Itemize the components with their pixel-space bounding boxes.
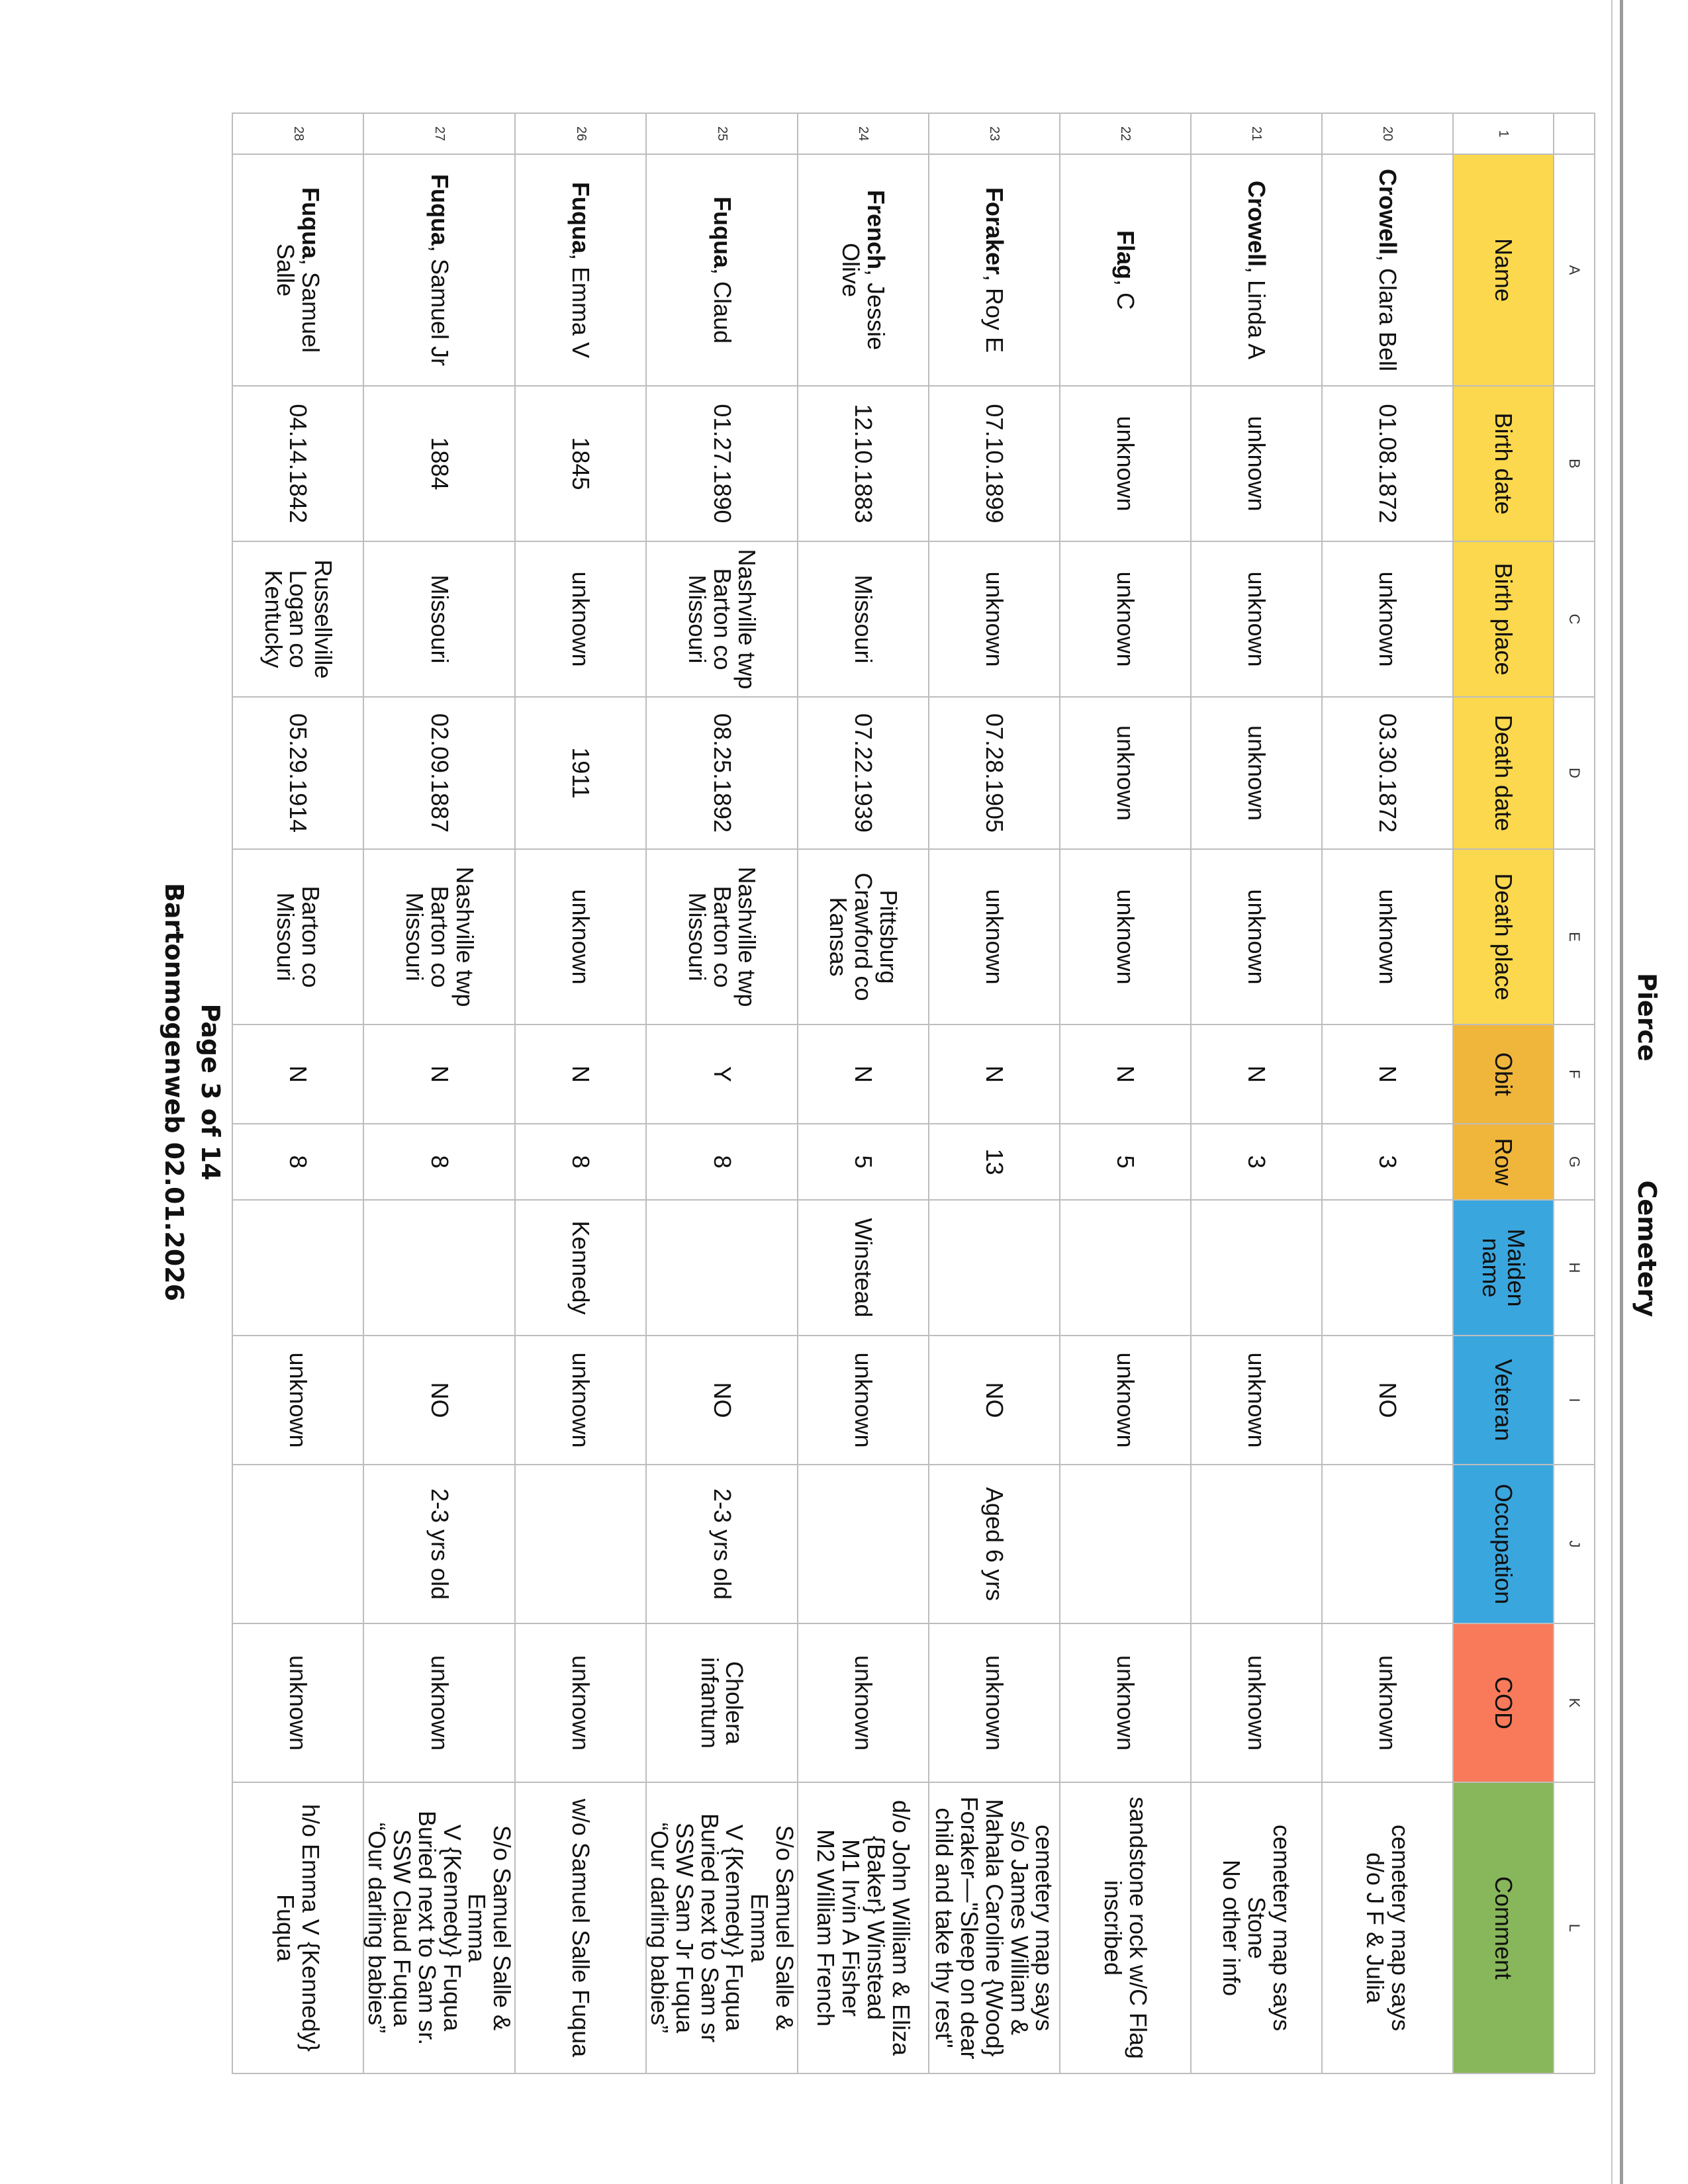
obit-cell: N [798,1024,929,1124]
row-number: 23 [929,113,1060,154]
obit-cell: N [515,1024,646,1124]
column-letter: B [1554,386,1595,541]
birth-date-cell: 1884 [363,386,515,541]
death-place-cell: unknown [1322,849,1453,1024]
name-cell [1191,154,1322,386]
row-number: 1 [1453,113,1554,154]
name-cell [363,154,515,386]
table-row [232,113,363,2073]
surname: Fuqua [426,173,453,246]
column-header: Veteran [1453,1336,1554,1465]
column-letter: F [1554,1024,1595,1124]
column-letter: K [1554,1623,1595,1782]
given-names: , Samuel Jr [426,245,453,367]
cod-cell: unknown [798,1623,929,1782]
row-cell: 8 [363,1124,515,1200]
column-header: Comment [1453,1782,1554,2073]
cod-cell: unknown [929,1623,1060,1782]
table-row [1060,113,1191,2073]
occupation-cell [1060,1465,1191,1623]
maiden-name-cell: Kennedy [515,1200,646,1336]
cod-cell: unknown [1322,1623,1453,1782]
birth-place-cell: Missouri [798,541,929,697]
name-cell [929,154,1060,386]
veteran-cell: NO [646,1336,798,1465]
birth-date-cell: 01.27.1890 [646,386,798,541]
row-number: 22 [1060,113,1191,154]
row-cell: 3 [1191,1124,1322,1200]
death-place-cell: unknown [1060,849,1191,1024]
surname: Fuqua [567,181,595,253]
death-place-cell: unknown [929,849,1060,1024]
maiden-name-cell [646,1200,798,1336]
column-header: COD [1453,1623,1554,1782]
death-date-cell: unknown [1191,697,1322,849]
column-header: Name [1453,154,1554,386]
maiden-name-cell [363,1200,515,1336]
given-names: , Emma V [567,253,595,358]
surname: Flag [1111,230,1139,279]
column-header: Occupation [1453,1465,1554,1623]
row-number: 26 [515,113,646,154]
cod-cell: unknown [1191,1623,1322,1782]
column-letter: H [1554,1200,1595,1336]
name-cell [1322,154,1453,386]
death-place-cell: Pittsburg Crawford co Kansas [798,849,929,1024]
birth-date-cell: 01.08.1872 [1322,386,1453,541]
table-row [363,113,515,2073]
occupation-cell [232,1465,363,1623]
column-letter: I [1554,1336,1595,1465]
row-number: 20 [1322,113,1453,154]
birth-place-cell: unknown [1322,541,1453,697]
given-names: , Roy E [980,275,1008,353]
row-cell: 5 [798,1124,929,1200]
comment-cell: cemetery map says s/o James William & Mahala Caroline {Wood} Foraker—"Sleep on dear child and take thy rest" [929,1782,1060,2073]
site-and-date: Bartonmogenweb 02.01.2026 [160,882,189,1302]
birth-date-cell: unknown [1060,386,1191,541]
obit-cell: N [363,1024,515,1124]
surname: Fuqua [708,196,736,268]
column-letter: G [1554,1124,1595,1200]
maiden-name-cell: Winstead [798,1200,929,1336]
column-letter-row [1554,113,1595,2073]
death-date-cell: 08.25.1892 [646,697,798,849]
surname: Foraker [980,187,1008,275]
maiden-name-cell [1191,1200,1322,1336]
birth-date-cell: 07.10.1899 [929,386,1060,541]
death-date-cell: 05.29.1914 [232,697,363,849]
table-row [798,113,929,2073]
column-header: Death place [1453,849,1554,1024]
cod-cell: unknown [515,1623,646,1782]
column-header: Birth place [1453,541,1554,697]
comment-cell: S/o Samuel Salle & Emma V {Kennedy} Fuqua Buried next to Sam sr. SSW Claud Fuqua “Our darling babies” [363,1782,515,2073]
given-names: , C [1111,279,1139,310]
row-cell: 3 [1322,1124,1453,1200]
occupation-cell [798,1465,929,1623]
birth-date-cell: 04.14.1842 [232,386,363,541]
birth-place-cell: unknown [929,541,1060,697]
table-row [515,113,646,2073]
birth-place-cell: unknown [1060,541,1191,697]
death-date-cell: 02.09.1887 [363,697,515,849]
death-date-cell: 07.28.1905 [929,697,1060,849]
death-place-cell: Nashville twp Barton co Missouri [363,849,515,1024]
column-letter: A [1554,154,1595,386]
comment-cell: S/o Samuel Salle & Emma V {Kennedy} Fuqua Buried next to Sam sr SSW Sam Jr Fuqua “Our darling babies” [646,1782,798,2073]
row-number: 21 [1191,113,1322,154]
occupation-cell: Aged 6 yrs [929,1465,1060,1623]
occupation-cell [515,1465,646,1623]
veteran-cell: unknown [798,1336,929,1465]
veteran-cell: NO [363,1336,515,1465]
scan-line-artifact [1620,0,1623,2184]
death-date-cell: unknown [1060,697,1191,849]
veteran-cell: unknown [232,1336,363,1465]
veteran-cell: unknown [1191,1336,1322,1465]
veteran-cell: unknown [515,1336,646,1465]
obit-cell: Y [646,1024,798,1124]
obit-cell: N [232,1024,363,1124]
obit-cell: N [1060,1024,1191,1124]
surname: French [862,189,890,269]
name-cell [232,154,363,386]
row-number: 28 [232,113,363,154]
obit-cell: N [1191,1024,1322,1124]
cod-cell: unknown [1060,1623,1191,1782]
maiden-name-cell [232,1200,363,1336]
table-row [929,113,1060,2073]
scan-line-artifact [1611,0,1613,2184]
birth-place-cell: Missouri [363,541,515,697]
row-cell: 8 [232,1124,363,1200]
cod-cell: Cholera infantum [646,1623,798,1782]
given-names: , Claud [708,267,736,344]
given-names: , Samuel Salle [272,243,325,353]
table-body [232,113,1453,2073]
death-place-cell: Barton co Missouri [232,849,363,1024]
column-header: Maiden name [1453,1200,1554,1336]
row-cell: 8 [515,1124,646,1200]
column-letter: E [1554,849,1595,1024]
name-cell [1060,154,1191,386]
death-place-cell: Nashville twp Barton co Missouri [646,849,798,1024]
comment-cell: cemetery map says d/o J F & Julia [1322,1782,1453,2073]
column-header: Birth date [1453,386,1554,541]
name-cell [646,154,798,386]
obit-cell: N [929,1024,1060,1124]
surname: Crowell [1374,168,1401,255]
given-names: , Linda A [1243,266,1270,360]
obit-cell: N [1322,1024,1453,1124]
given-names: , Jessie Olive [837,242,890,351]
comment-cell: cemetery map says Stone No other info [1191,1782,1322,2073]
maiden-name-cell [1322,1200,1453,1336]
name-cell [798,154,929,386]
death-place-cell: unknown [1191,849,1322,1024]
occupation-cell [1322,1465,1453,1623]
maiden-name-cell [929,1200,1060,1336]
birth-place-cell: Russellville Logan co Kentucky [232,541,363,697]
birth-date-cell: 12.10.1883 [798,386,929,541]
veteran-cell: NO [929,1336,1060,1465]
death-date-cell: 07.22.1939 [798,697,929,849]
veteran-cell: NO [1322,1336,1453,1465]
title-word-pierce: Pierce [1632,973,1662,1062]
burial-records-table [232,113,1595,2074]
cod-cell: unknown [363,1623,515,1782]
comment-cell: d/o John William & Eliza {Baker} Winstead M1 Irvin A Fisher M2 William French [798,1782,929,2073]
cod-cell: unknown [232,1623,363,1782]
column-letter: J [1554,1465,1595,1623]
column-letter: L [1554,1782,1595,2073]
death-date-cell: 03.30.1872 [1322,697,1453,849]
header-row [1453,113,1554,2073]
row-cell: 13 [929,1124,1060,1200]
row-cell: 8 [646,1124,798,1200]
row-number: 25 [646,113,798,154]
page-number: Page 3 of 14 [196,1003,225,1181]
maiden-name-cell [1060,1200,1191,1336]
table-row [646,113,798,2073]
birth-place-cell: unknown [515,541,646,697]
death-date-cell: 1911 [515,697,646,849]
comment-cell: sandstone rock w/C Flag inscribed [1060,1782,1191,2073]
table-row [1191,113,1322,2073]
table-row [1322,113,1453,2073]
row-number: 24 [798,113,929,154]
column-letter: C [1554,541,1595,697]
birth-place-cell: Nashville twp Barton co Missouri [646,541,798,697]
row-cell: 5 [1060,1124,1191,1200]
title-word-cemetery: Cemetery [1632,1180,1662,1317]
column-letter: D [1554,697,1595,849]
birth-date-cell: 1845 [515,386,646,541]
column-header: Death date [1453,697,1554,849]
comment-cell: w/o Samuel Salle Fuqua [515,1782,646,2073]
page-title [1632,973,1662,1317]
surname: Fuqua [297,187,325,259]
comment-cell: h/o Emma V {Kennedy} Fuqua [232,1782,363,2073]
veteran-cell: unknown [1060,1336,1191,1465]
occupation-cell [1191,1465,1322,1623]
row-number: 27 [363,113,515,154]
death-place-cell: unknown [515,849,646,1024]
column-header: Row [1453,1124,1554,1200]
occupation-cell: 2-3 yrs old [363,1465,515,1623]
given-names: , Clara Bell [1374,254,1401,372]
name-cell [515,154,646,386]
birth-place-cell: unknown [1191,541,1322,697]
birth-date-cell: unknown [1191,386,1322,541]
occupation-cell: 2-3 yrs old [646,1465,798,1623]
surname: Crowell [1243,180,1270,267]
column-header: Obit [1453,1024,1554,1124]
corner-cell [1554,113,1595,154]
